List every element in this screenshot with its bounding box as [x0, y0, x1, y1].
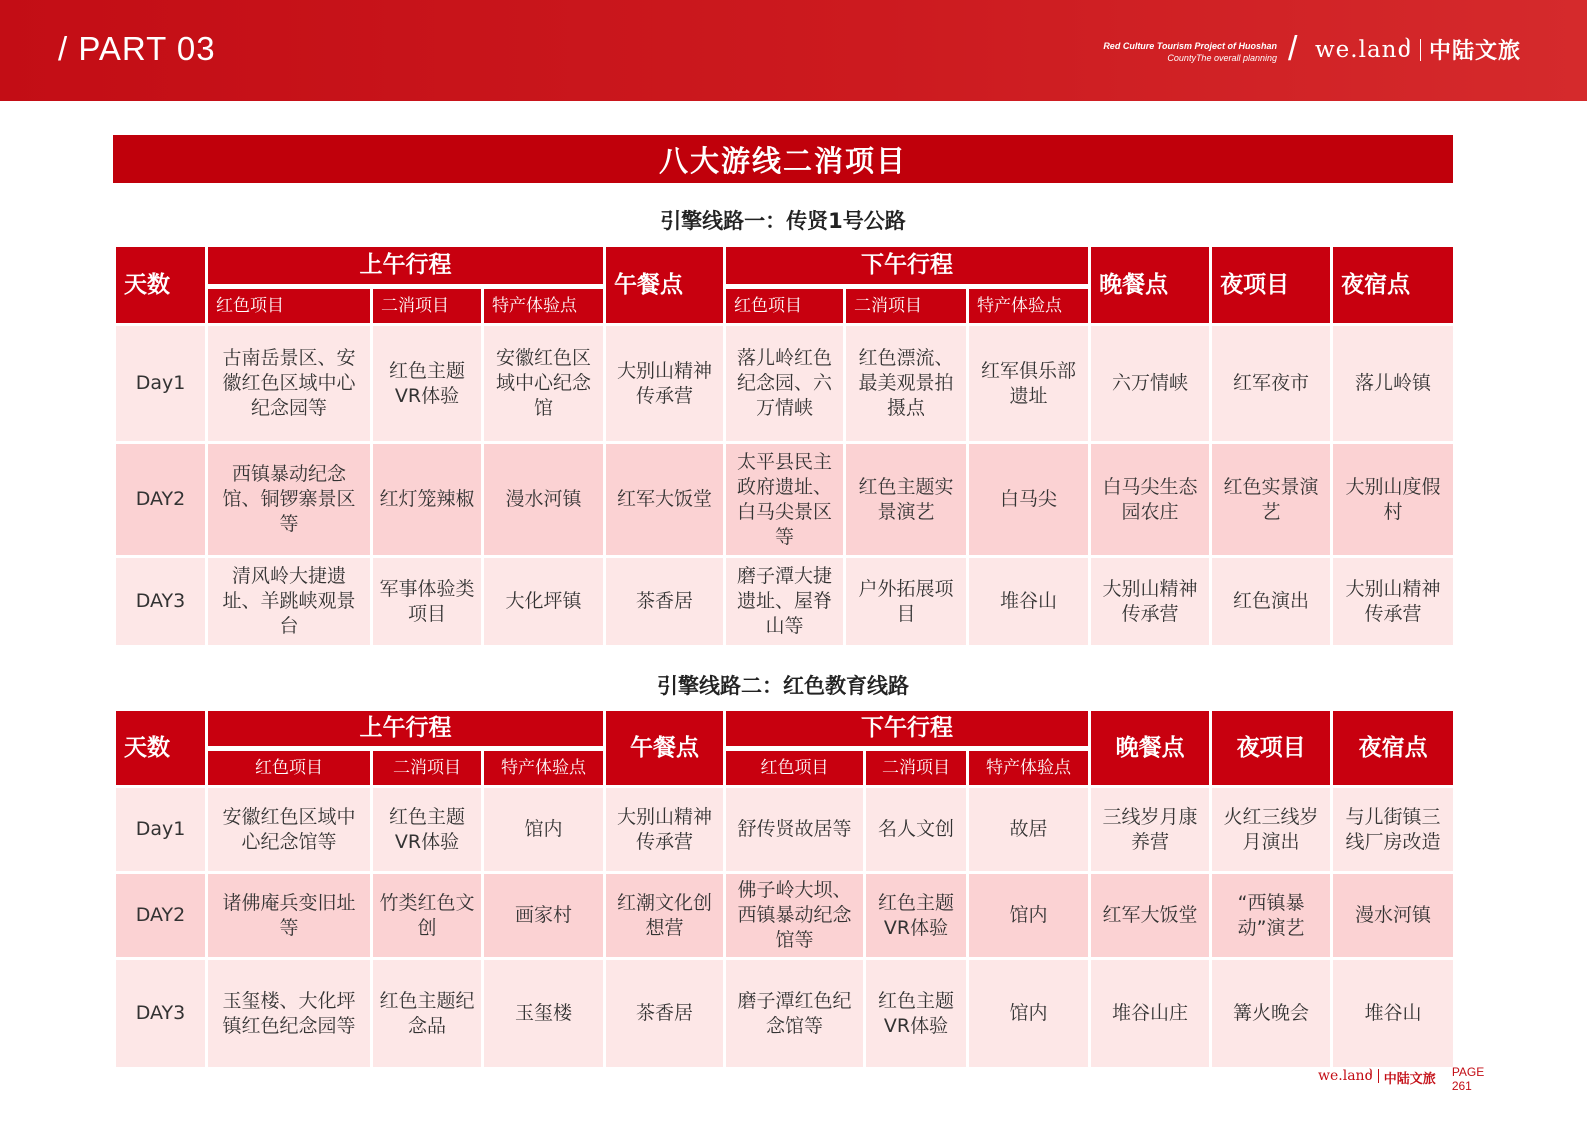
header-morning: 上午行程 — [207, 710, 605, 748]
subheader-red: 红色项目 — [725, 286, 845, 325]
cell-morning-local: 馆内 — [483, 787, 605, 873]
table-row — [115, 873, 1455, 959]
subheader-secondary: 二消项目 — [865, 748, 968, 787]
subheader-secondary: 二消项目 — [372, 748, 483, 787]
cell-afternoon-secondary: 名人文创 — [865, 787, 968, 873]
table-row — [115, 325, 1455, 443]
cell-afternoon-red: 磨子潭大捷遗址、屋脊山等 — [725, 557, 845, 647]
cell-afternoon-red: 磨子潭红色纪念馆等 — [725, 959, 865, 1069]
cell-lunch: 红潮文化创想营 — [605, 873, 725, 959]
cell-morning-local: 大化坪镇 — [483, 557, 605, 647]
cell-morning-secondary: 军事体验类项目 — [372, 557, 483, 647]
footer-logo-en: we.lanძ — [1318, 1068, 1373, 1084]
cell-night: 红军夜市 — [1211, 325, 1332, 443]
cell-dinner: 三线岁月康养营 — [1090, 787, 1211, 873]
cell-lodging: 与儿街镇三线厂房改造 — [1332, 787, 1455, 873]
table-row — [115, 557, 1455, 647]
cell-morning-secondary: 红色主题VR体验 — [372, 787, 483, 873]
header-morning: 上午行程 — [207, 246, 605, 286]
table-row — [115, 959, 1455, 1069]
cell-afternoon-secondary: 红色主题VR体验 — [865, 959, 968, 1069]
subheader-red: 红色项目 — [207, 748, 372, 787]
route-1-table — [113, 244, 1456, 648]
page-number: 261 — [1451, 1079, 1472, 1093]
cell-morning-secondary: 红色主题VR体验 — [372, 325, 483, 443]
cell-lodging: 大别山度假村 — [1332, 443, 1455, 557]
cell-lunch: 茶香居 — [605, 959, 725, 1069]
subheader-local: 特产体验点 — [483, 286, 605, 325]
subheader-local: 特产体验点 — [483, 748, 605, 787]
cell-afternoon-red: 舒传贤故居等 — [725, 787, 865, 873]
cell-night: “西镇暴动”演艺 — [1211, 873, 1332, 959]
cell-lodging: 漫水河镇 — [1332, 873, 1455, 959]
cell-night: 红色演出 — [1211, 557, 1332, 647]
cell-day: DAY3 — [115, 959, 207, 1069]
cell-lodging: 落儿岭镇 — [1332, 325, 1455, 443]
subheader-local: 特产体验点 — [968, 748, 1090, 787]
footer-brand — [1318, 1065, 1484, 1093]
cell-lunch: 大别山精神传承营 — [605, 787, 725, 873]
cell-night: 红色实景演艺 — [1211, 443, 1332, 557]
cell-morning-red: 古南岳景区、安徽红色区域中心纪念园等 — [207, 325, 372, 443]
cell-afternoon-red: 落儿岭红色纪念园、六万情峡 — [725, 325, 845, 443]
footer-divider — [1378, 1069, 1379, 1083]
table-row — [115, 787, 1455, 873]
header-afternoon: 下午行程 — [725, 246, 1090, 286]
header-divider-slash: / — [1288, 30, 1298, 68]
cell-lunch: 红军大饭堂 — [605, 443, 725, 557]
cell-lodging: 大别山精神传承营 — [1332, 557, 1455, 647]
cell-morning-red: 诸佛庵兵变旧址等 — [207, 873, 372, 959]
cell-afternoon-local: 白马尖 — [968, 443, 1090, 557]
header-dinner: 晚餐点 — [1090, 246, 1211, 325]
cell-afternoon-secondary: 红色主题VR体验 — [865, 873, 968, 959]
cell-dinner: 堆谷山庄 — [1090, 959, 1211, 1069]
cell-day: Day1 — [115, 787, 207, 873]
table-row — [115, 443, 1455, 557]
subheader-secondary: 二消项目 — [372, 286, 483, 325]
cell-dinner: 白马尖生态园农庄 — [1090, 443, 1211, 557]
header-night: 夜项目 — [1211, 246, 1332, 325]
brand-logo-en: we.lanძ — [1315, 36, 1413, 63]
cell-morning-local: 画家村 — [483, 873, 605, 959]
cell-morning-secondary: 红灯笼辣椒 — [372, 443, 483, 557]
cell-day: DAY2 — [115, 443, 207, 557]
brand-logo — [1315, 34, 1521, 65]
brand-logo-cn: 中陆文旅 — [1429, 39, 1522, 64]
header-days: 天数 — [115, 710, 207, 787]
cell-afternoon-local: 红军俱乐部遗址 — [968, 325, 1090, 443]
cell-day: DAY2 — [115, 873, 207, 959]
cell-afternoon-red: 太平县民主政府遗址、白马尖景区等 — [725, 443, 845, 557]
cell-morning-local: 安徽红色区域中心纪念馆 — [483, 325, 605, 443]
page-indicator — [1452, 1065, 1484, 1093]
cell-morning-local: 玉玺楼 — [483, 959, 605, 1069]
cell-morning-red: 西镇暴动纪念馆、铜锣寨景区等 — [207, 443, 372, 557]
project-title-line1: Red Culture Tourism Project of Huoshan — [1103, 41, 1277, 51]
cell-morning-local: 漫水河镇 — [483, 443, 605, 557]
footer-logo-cn: 中陆文旅 — [1383, 1072, 1436, 1087]
header-dinner: 晚餐点 — [1090, 710, 1211, 787]
subheader-secondary: 二消项目 — [845, 286, 968, 325]
cell-dinner: 大别山精神传承营 — [1090, 557, 1211, 647]
route-2-table — [113, 708, 1456, 1070]
subheader-red: 红色项目 — [207, 286, 372, 325]
header-lunch: 午餐点 — [605, 246, 725, 325]
cell-night: 火红三线岁月演出 — [1211, 787, 1332, 873]
page-label: PAGE — [1451, 1065, 1485, 1079]
cell-morning-secondary: 竹类红色文创 — [372, 873, 483, 959]
cell-morning-red: 安徽红色区域中心纪念馆等 — [207, 787, 372, 873]
cell-morning-red: 清风岭大捷遗址、羊跳峡观景台 — [207, 557, 372, 647]
header-night: 夜项目 — [1211, 710, 1332, 787]
subheader-local: 特产体验点 — [968, 286, 1090, 325]
main-title: 八大游线二消项目 — [113, 135, 1453, 183]
cell-night: 篝火晚会 — [1211, 959, 1332, 1069]
route-1-title: 引擎线路一：传贤1号公路 — [660, 209, 906, 233]
cell-afternoon-local: 馆内 — [968, 959, 1090, 1069]
cell-lunch: 茶香居 — [605, 557, 725, 647]
route-2-title: 引擎线路二：红色教育线路 — [657, 674, 909, 698]
brand-divider — [1420, 39, 1421, 61]
project-english-title — [1103, 40, 1277, 64]
header-days: 天数 — [115, 246, 207, 325]
header-afternoon: 下午行程 — [725, 710, 1090, 748]
header-lunch: 午餐点 — [605, 710, 725, 787]
cell-afternoon-local: 堆谷山 — [968, 557, 1090, 647]
cell-morning-red: 玉玺楼、大化坪镇红色纪念园等 — [207, 959, 372, 1069]
cell-afternoon-local: 馆内 — [968, 873, 1090, 959]
cell-lodging: 堆谷山 — [1332, 959, 1455, 1069]
header-lodging: 夜宿点 — [1332, 710, 1455, 787]
project-title-line2: CountyThe overall planning — [1167, 53, 1277, 63]
cell-afternoon-red: 佛子岭大坝、西镇暴动纪念馆等 — [725, 873, 865, 959]
subheader-red: 红色项目 — [725, 748, 865, 787]
cell-day: Day1 — [115, 325, 207, 443]
cell-afternoon-secondary: 红色主题实景演艺 — [845, 443, 968, 557]
cell-morning-secondary: 红色主题纪念品 — [372, 959, 483, 1069]
part-label: / PART 03 — [58, 30, 216, 67]
cell-lunch: 大别山精神传承营 — [605, 325, 725, 443]
header-bar — [0, 0, 1587, 101]
cell-afternoon-secondary: 红色漂流、最美观景拍摄点 — [845, 325, 968, 443]
cell-day: DAY3 — [115, 557, 207, 647]
cell-dinner: 红军大饭堂 — [1090, 873, 1211, 959]
cell-afternoon-local: 故居 — [968, 787, 1090, 873]
cell-dinner: 六万情峡 — [1090, 325, 1211, 443]
cell-afternoon-secondary: 户外拓展项目 — [845, 557, 968, 647]
header-lodging: 夜宿点 — [1332, 246, 1455, 325]
